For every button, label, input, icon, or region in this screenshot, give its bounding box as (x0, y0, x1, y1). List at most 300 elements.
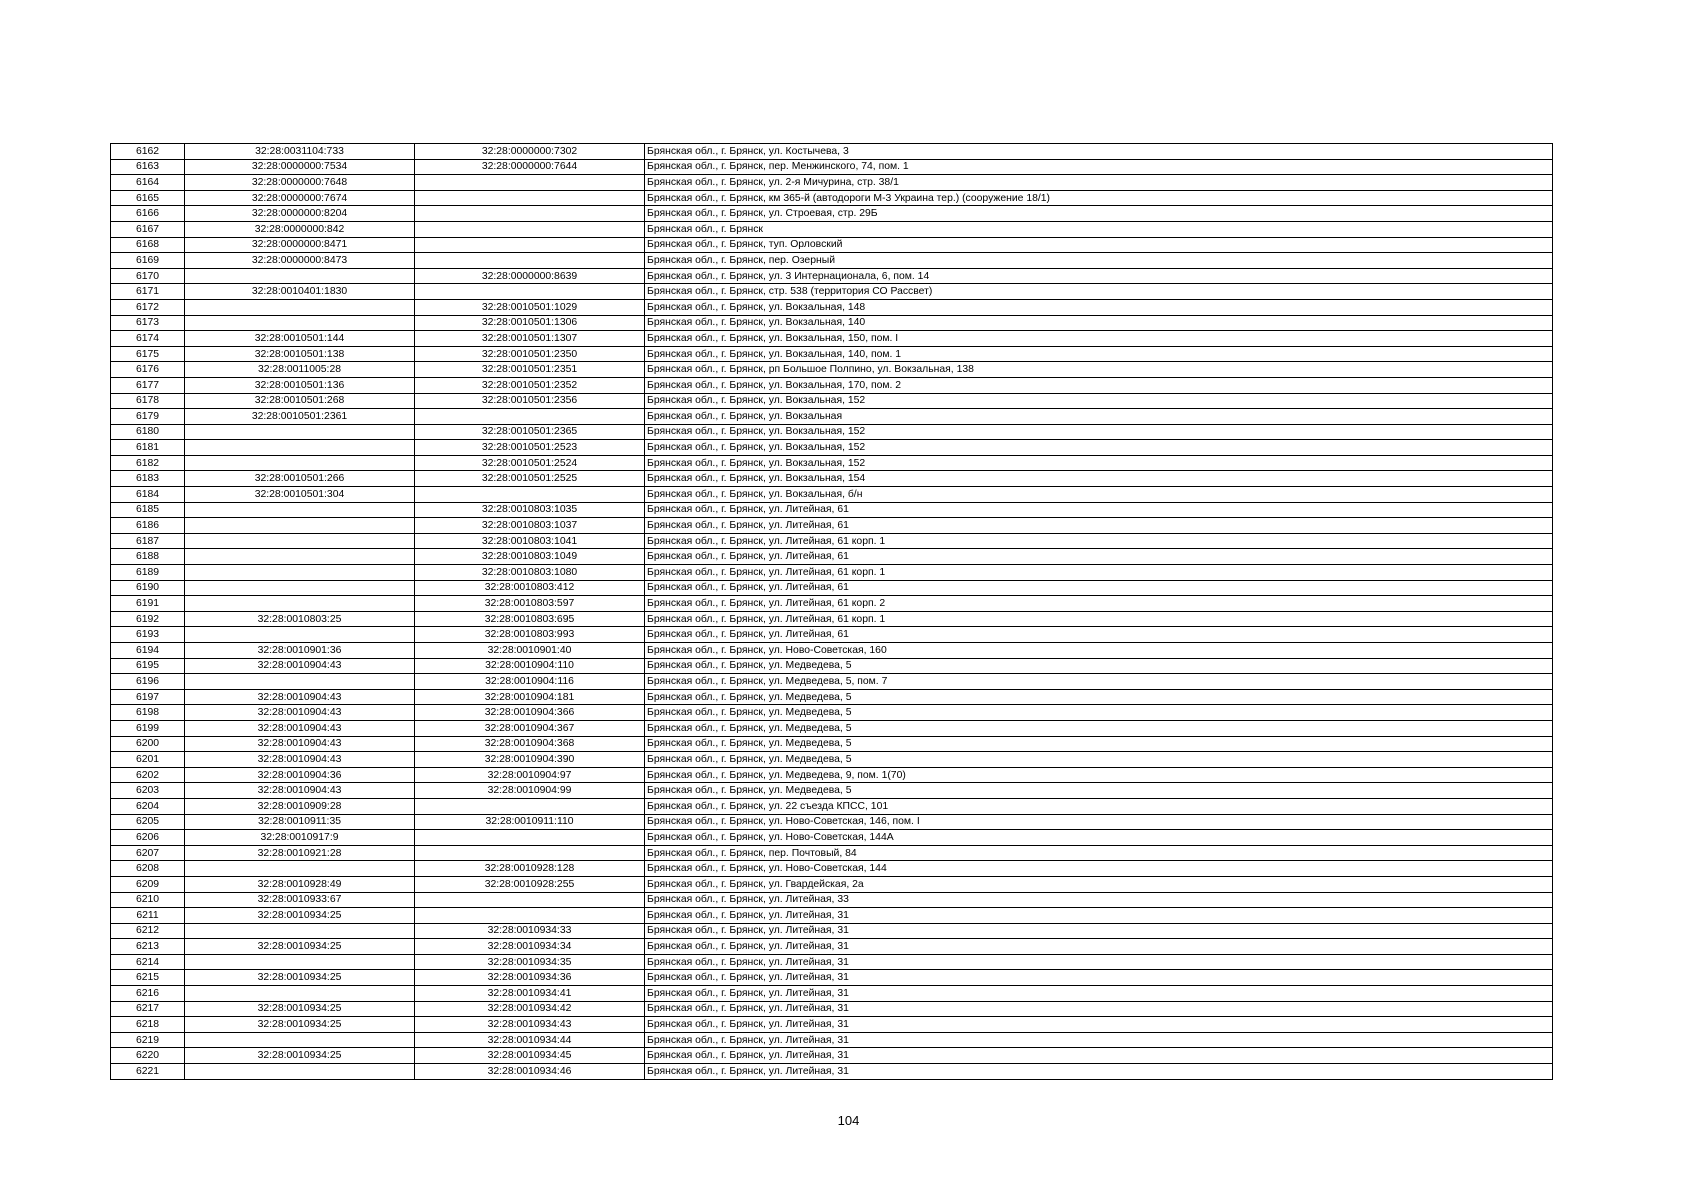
object-cadastral-number-cell (415, 175, 645, 191)
object-cadastral-number-cell: 32:28:0010803:597 (415, 596, 645, 612)
address-cell: Брянская обл., г. Брянск, ул. Вокзальная, 154 (645, 471, 1553, 487)
land-cadastral-number-cell: 32:28:0000000:8204 (185, 206, 415, 222)
row-number-cell: 6178 (111, 393, 185, 409)
object-cadastral-number-cell: 32:28:0010934:41 (415, 986, 645, 1002)
address-cell: Брянская обл., г. Брянск, ул. Вокзальная, 140, пом. 1 (645, 346, 1553, 362)
table-row (111, 611, 1553, 627)
object-cadastral-number-cell: 32:28:0010501:2356 (415, 393, 645, 409)
address-cell: Брянская обл., г. Брянск, ул. Медведева, 5 (645, 658, 1553, 674)
object-cadastral-number-cell: 32:28:0010501:1307 (415, 331, 645, 347)
row-number-cell: 6180 (111, 424, 185, 440)
address-cell: Брянская обл., г. Брянск, ул. Литейная, 61 корп. 1 (645, 611, 1553, 627)
object-cadastral-number-cell: 32:28:0010928:128 (415, 861, 645, 877)
address-cell: Брянская обл., г. Брянск, ул. Литейная, 33 (645, 892, 1553, 908)
land-cadastral-number-cell (185, 986, 415, 1002)
land-cadastral-number-cell: 32:28:0010934:25 (185, 1017, 415, 1033)
object-cadastral-number-cell (415, 830, 645, 846)
row-number-cell: 6220 (111, 1048, 185, 1064)
row-number-cell: 6179 (111, 409, 185, 425)
land-cadastral-number-cell (185, 455, 415, 471)
table-row (111, 1001, 1553, 1017)
object-cadastral-number-cell (415, 845, 645, 861)
table-row (111, 658, 1553, 674)
address-cell: Брянская обл., г. Брянск, ул. Вокзальная, 148 (645, 299, 1553, 315)
land-cadastral-number-cell (185, 1032, 415, 1048)
object-cadastral-number-cell (415, 237, 645, 253)
land-cadastral-number-cell: 32:28:0010501:304 (185, 487, 415, 503)
row-number-cell: 6197 (111, 689, 185, 705)
object-cadastral-number-cell: 32:28:0000000:8639 (415, 268, 645, 284)
row-number-cell: 6196 (111, 674, 185, 690)
address-cell: Брянская обл., г. Брянск, ул. Вокзальная, 170, пом. 2 (645, 377, 1553, 393)
land-cadastral-number-cell: 32:28:0010904:43 (185, 720, 415, 736)
row-number-cell: 6218 (111, 1017, 185, 1033)
address-cell: Брянская обл., г. Брянск, ул. Медведева, 5 (645, 689, 1553, 705)
address-cell: Брянская обл., г. Брянск, ул. Литейная, 61 (645, 549, 1553, 565)
table-row (111, 549, 1553, 565)
object-cadastral-number-cell: 32:28:0010501:1029 (415, 299, 645, 315)
land-cadastral-number-cell: 32:28:0031104:733 (185, 144, 415, 160)
address-cell: Брянская обл., г. Брянск, ул. Литейная, 61 корп. 1 (645, 533, 1553, 549)
row-number-cell: 6190 (111, 580, 185, 596)
object-cadastral-number-cell: 32:28:0010904:116 (415, 674, 645, 690)
table-row (111, 471, 1553, 487)
table-row (111, 377, 1553, 393)
address-cell: Брянская обл., г. Брянск, ул. Литейная, 61 (645, 580, 1553, 596)
row-number-cell: 6177 (111, 377, 185, 393)
table-row (111, 798, 1553, 814)
table-row (111, 689, 1553, 705)
table-row (111, 736, 1553, 752)
object-cadastral-number-cell: 32:28:0000000:7644 (415, 159, 645, 175)
table-row (111, 440, 1553, 456)
object-cadastral-number-cell: 32:28:0010934:34 (415, 939, 645, 955)
land-cadastral-number-cell: 32:28:0010934:25 (185, 908, 415, 924)
table-row (111, 455, 1553, 471)
address-cell: Брянская обл., г. Брянск, ул. 22 съезда КПСС, 101 (645, 798, 1553, 814)
table-row (111, 221, 1553, 237)
table-row (111, 268, 1553, 284)
row-number-cell: 6207 (111, 845, 185, 861)
land-cadastral-number-cell: 32:28:0000000:842 (185, 221, 415, 237)
row-number-cell: 6171 (111, 284, 185, 300)
row-number-cell: 6212 (111, 923, 185, 939)
row-number-cell: 6206 (111, 830, 185, 846)
object-cadastral-number-cell: 32:28:0010934:45 (415, 1048, 645, 1064)
address-cell: Брянская обл., г. Брянск, ул. Литейная, 31 (645, 986, 1553, 1002)
object-cadastral-number-cell (415, 190, 645, 206)
row-number-cell: 6204 (111, 798, 185, 814)
row-number-cell: 6189 (111, 565, 185, 581)
land-cadastral-number-cell: 32:28:0010933:67 (185, 892, 415, 908)
object-cadastral-number-cell: 32:28:0010501:2350 (415, 346, 645, 362)
table-row (111, 939, 1553, 955)
land-cadastral-number-cell (185, 923, 415, 939)
table-row (111, 206, 1553, 222)
land-cadastral-number-cell (185, 565, 415, 581)
land-cadastral-number-cell: 32:28:0010904:43 (185, 752, 415, 768)
object-cadastral-number-cell: 32:28:0010904:366 (415, 705, 645, 721)
table-row (111, 986, 1553, 1002)
object-cadastral-number-cell: 32:28:0010803:412 (415, 580, 645, 596)
table-row (111, 596, 1553, 612)
row-number-cell: 6192 (111, 611, 185, 627)
object-cadastral-number-cell (415, 798, 645, 814)
land-cadastral-number-cell: 32:28:0010904:43 (185, 658, 415, 674)
object-cadastral-number-cell (415, 206, 645, 222)
land-cadastral-number-cell: 32:28:0010904:36 (185, 767, 415, 783)
object-cadastral-number-cell: 32:28:0010934:44 (415, 1032, 645, 1048)
object-cadastral-number-cell (415, 253, 645, 269)
object-cadastral-number-cell (415, 892, 645, 908)
object-cadastral-number-cell: 32:28:0010928:255 (415, 876, 645, 892)
table-row (111, 253, 1553, 269)
table-row (111, 783, 1553, 799)
land-cadastral-number-cell (185, 861, 415, 877)
object-cadastral-number-cell: 32:28:0010911:110 (415, 814, 645, 830)
table-row (111, 643, 1553, 659)
object-cadastral-number-cell: 32:28:0010904:97 (415, 767, 645, 783)
address-cell: Брянская обл., г. Брянск, ул. Литейная, 31 (645, 1032, 1553, 1048)
land-cadastral-number-cell (185, 502, 415, 518)
address-cell: Брянская обл., г. Брянск, ул. Литейная, 31 (645, 939, 1553, 955)
address-cell: Брянская обл., г. Брянск, ул. Медведева, 5 (645, 736, 1553, 752)
object-cadastral-number-cell: 32:28:0010501:2525 (415, 471, 645, 487)
row-number-cell: 6185 (111, 502, 185, 518)
row-number-cell: 6203 (111, 783, 185, 799)
object-cadastral-number-cell: 32:28:0010501:1306 (415, 315, 645, 331)
address-cell: Брянская обл., г. Брянск, ул. Костычева, 3 (645, 144, 1553, 160)
object-cadastral-number-cell: 32:28:0010803:993 (415, 627, 645, 643)
row-number-cell: 6205 (111, 814, 185, 830)
row-number-cell: 6211 (111, 908, 185, 924)
address-cell: Брянская обл., г. Брянск, км 365-й (автодороги М-3 Украина тер.) (сооружение 18/1) (645, 190, 1553, 206)
address-cell: Брянская обл., г. Брянск, ул. Вокзальная (645, 409, 1553, 425)
object-cadastral-number-cell: 32:28:0010904:390 (415, 752, 645, 768)
table-row (111, 393, 1553, 409)
address-cell: Брянская обл., г. Брянск, ул. Литейная, 31 (645, 954, 1553, 970)
row-number-cell: 6209 (111, 876, 185, 892)
address-cell: Брянская обл., г. Брянск, ул. Вокзальная, б/н (645, 487, 1553, 503)
row-number-cell: 6174 (111, 331, 185, 347)
address-cell: Брянская обл., г. Брянск, ул. Литейная, 31 (645, 923, 1553, 939)
table-row (111, 908, 1553, 924)
table-row (111, 346, 1553, 362)
row-number-cell: 6167 (111, 221, 185, 237)
object-cadastral-number-cell (415, 487, 645, 503)
address-cell: Брянская обл., г. Брянск, ул. Вокзальная, 152 (645, 424, 1553, 440)
land-cadastral-number-cell: 32:28:0010917:9 (185, 830, 415, 846)
address-cell: Брянская обл., г. Брянск, ул. 2-я Мичурина, стр. 38/1 (645, 175, 1553, 191)
address-cell: Брянская обл., г. Брянск, ул. Литейная, 31 (645, 1001, 1553, 1017)
address-cell: Брянская обл., г. Брянск, пер. Почтовый, 84 (645, 845, 1553, 861)
row-number-cell: 6208 (111, 861, 185, 877)
table-row (111, 533, 1553, 549)
land-cadastral-number-cell: 32:28:0010921:28 (185, 845, 415, 861)
land-cadastral-number-cell (185, 533, 415, 549)
row-number-cell: 6172 (111, 299, 185, 315)
object-cadastral-number-cell: 32:28:0010803:1041 (415, 533, 645, 549)
object-cadastral-number-cell: 32:28:0010501:2351 (415, 362, 645, 378)
address-cell: Брянская обл., г. Брянск, ул. Медведева, 5, пом. 7 (645, 674, 1553, 690)
land-cadastral-number-cell: 32:28:0010501:144 (185, 331, 415, 347)
table-row (111, 892, 1553, 908)
table-row (111, 502, 1553, 518)
page-number: 104 (837, 1113, 860, 1128)
address-cell: Брянская обл., г. Брянск, ул. Медведева, 5 (645, 752, 1553, 768)
row-number-cell: 6210 (111, 892, 185, 908)
table-row (111, 518, 1553, 534)
address-cell: Брянская обл., г. Брянск, ул. Строевая, стр. 29Б (645, 206, 1553, 222)
row-number-cell: 6182 (111, 455, 185, 471)
row-number-cell: 6217 (111, 1001, 185, 1017)
land-cadastral-number-cell (185, 627, 415, 643)
row-number-cell: 6221 (111, 1064, 185, 1080)
row-number-cell: 6219 (111, 1032, 185, 1048)
row-number-cell: 6170 (111, 268, 185, 284)
land-cadastral-number-cell (185, 268, 415, 284)
land-cadastral-number-cell (185, 954, 415, 970)
land-cadastral-number-cell: 32:28:0010803:25 (185, 611, 415, 627)
table-row (111, 720, 1553, 736)
object-cadastral-number-cell: 32:28:0010803:1049 (415, 549, 645, 565)
row-number-cell: 6195 (111, 658, 185, 674)
table-row (111, 767, 1553, 783)
address-cell: Брянская обл., г. Брянск, стр. 538 (территория СО Рассвет) (645, 284, 1553, 300)
land-cadastral-number-cell: 32:28:0010501:268 (185, 393, 415, 409)
object-cadastral-number-cell: 32:28:0010904:367 (415, 720, 645, 736)
row-number-cell: 6164 (111, 175, 185, 191)
address-cell: Брянская обл., г. Брянск, ул. Ново-Советская, 144 (645, 861, 1553, 877)
table-row (111, 331, 1553, 347)
land-cadastral-number-cell: 32:28:0010928:49 (185, 876, 415, 892)
table-row (111, 175, 1553, 191)
land-cadastral-number-cell: 32:28:0011005:28 (185, 362, 415, 378)
land-cadastral-number-cell: 32:28:0010911:35 (185, 814, 415, 830)
object-cadastral-number-cell: 32:28:0010803:1037 (415, 518, 645, 534)
row-number-cell: 6216 (111, 986, 185, 1002)
land-cadastral-number-cell: 32:28:0010904:43 (185, 783, 415, 799)
table-row (111, 487, 1553, 503)
address-cell: Брянская обл., г. Брянск, ул. Гвардейская, 2а (645, 876, 1553, 892)
land-cadastral-number-cell: 32:28:0010904:43 (185, 736, 415, 752)
table-row (111, 845, 1553, 861)
address-cell: Брянская обл., г. Брянск, ул. Вокзальная, 140 (645, 315, 1553, 331)
table-row (111, 814, 1553, 830)
table-row (111, 954, 1553, 970)
object-cadastral-number-cell: 32:28:0010934:42 (415, 1001, 645, 1017)
row-number-cell: 6202 (111, 767, 185, 783)
address-cell: Брянская обл., г. Брянск, ул. Литейная, 31 (645, 1048, 1553, 1064)
land-cadastral-number-cell (185, 299, 415, 315)
row-number-cell: 6193 (111, 627, 185, 643)
land-cadastral-number-cell (185, 549, 415, 565)
row-number-cell: 6165 (111, 190, 185, 206)
land-cadastral-number-cell: 32:28:0000000:8473 (185, 253, 415, 269)
object-cadastral-number-cell: 32:28:0010904:99 (415, 783, 645, 799)
row-number-cell: 6175 (111, 346, 185, 362)
row-number-cell: 6176 (111, 362, 185, 378)
land-cadastral-number-cell: 32:28:0010934:25 (185, 939, 415, 955)
object-cadastral-number-cell: 32:28:0010934:46 (415, 1064, 645, 1080)
table-row (111, 190, 1553, 206)
table-row (111, 752, 1553, 768)
row-number-cell: 6191 (111, 596, 185, 612)
land-cadastral-number-cell: 32:28:0010934:25 (185, 1001, 415, 1017)
row-number-cell: 6169 (111, 253, 185, 269)
object-cadastral-number-cell: 32:28:0010501:2523 (415, 440, 645, 456)
address-cell: Брянская обл., г. Брянск, ул. Литейная, 61 (645, 502, 1553, 518)
row-number-cell: 6186 (111, 518, 185, 534)
object-cadastral-number-cell: 32:28:0010501:2352 (415, 377, 645, 393)
land-cadastral-number-cell (185, 1064, 415, 1080)
address-cell: Брянская обл., г. Брянск (645, 221, 1553, 237)
address-cell: Брянская обл., г. Брянск, ул. Вокзальная, 152 (645, 455, 1553, 471)
land-cadastral-number-cell: 32:28:0010904:43 (185, 705, 415, 721)
row-number-cell: 6184 (111, 487, 185, 503)
table-row (111, 424, 1553, 440)
land-cadastral-number-cell (185, 518, 415, 534)
row-number-cell: 6213 (111, 939, 185, 955)
land-cadastral-number-cell: 32:28:0010934:25 (185, 1048, 415, 1064)
land-cadastral-number-cell (185, 580, 415, 596)
land-cadastral-number-cell (185, 424, 415, 440)
row-number-cell: 6200 (111, 736, 185, 752)
address-cell: Брянская обл., г. Брянск, ул. Медведева, 5 (645, 720, 1553, 736)
row-number-cell: 6215 (111, 970, 185, 986)
address-cell: Брянская обл., г. Брянск, ул. Литейная, 31 (645, 1017, 1553, 1033)
table-row (111, 830, 1553, 846)
address-cell: Брянская обл., г. Брянск, ул. Литейная, 61 корп. 2 (645, 596, 1553, 612)
row-number-cell: 6163 (111, 159, 185, 175)
address-cell: Брянская обл., г. Брянск, ул. Ново-Советская, 160 (645, 643, 1553, 659)
land-cadastral-number-cell: 32:28:0010904:43 (185, 689, 415, 705)
address-cell: Брянская обл., г. Брянск, ул. Ново-Советская, 144А (645, 830, 1553, 846)
address-cell: Брянская обл., г. Брянск, ул. Литейная, 31 (645, 908, 1553, 924)
row-number-cell: 6162 (111, 144, 185, 160)
object-cadastral-number-cell (415, 284, 645, 300)
object-cadastral-number-cell (415, 908, 645, 924)
table-row (111, 144, 1553, 160)
land-cadastral-number-cell (185, 596, 415, 612)
table-row (111, 284, 1553, 300)
table-row (111, 861, 1553, 877)
object-cadastral-number-cell: 32:28:0010803:1035 (415, 502, 645, 518)
registry-table-body (111, 144, 1553, 1080)
table-row (111, 1064, 1553, 1080)
row-number-cell: 6194 (111, 643, 185, 659)
object-cadastral-number-cell: 32:28:0010501:2524 (415, 455, 645, 471)
row-number-cell: 6181 (111, 440, 185, 456)
object-cadastral-number-cell: 32:28:0010803:1080 (415, 565, 645, 581)
table-row (111, 315, 1553, 331)
row-number-cell: 6198 (111, 705, 185, 721)
table-row (111, 970, 1553, 986)
land-cadastral-number-cell: 32:28:0010501:266 (185, 471, 415, 487)
land-cadastral-number-cell: 32:28:0000000:7534 (185, 159, 415, 175)
row-number-cell: 6166 (111, 206, 185, 222)
land-cadastral-number-cell (185, 315, 415, 331)
address-cell: Брянская обл., г. Брянск, пер. Озерный (645, 253, 1553, 269)
object-cadastral-number-cell: 32:28:0010904:368 (415, 736, 645, 752)
land-cadastral-number-cell: 32:28:0010501:2361 (185, 409, 415, 425)
address-cell: Брянская обл., г. Брянск, ул. Медведева, 5 (645, 705, 1553, 721)
address-cell: Брянская обл., г. Брянск, ул. Литейная, 31 (645, 970, 1553, 986)
address-cell: Брянская обл., г. Брянск, ул. 3 Интернационала, 6, пом. 14 (645, 268, 1553, 284)
row-number-cell: 6201 (111, 752, 185, 768)
table-row (111, 674, 1553, 690)
land-cadastral-number-cell: 32:28:0010401:1830 (185, 284, 415, 300)
address-cell: Брянская обл., г. Брянск, ул. Литейная, 61 корп. 1 (645, 565, 1553, 581)
object-cadastral-number-cell: 32:28:0010904:181 (415, 689, 645, 705)
address-cell: Брянская обл., г. Брянск, ул. Вокзальная, 152 (645, 393, 1553, 409)
land-cadastral-number-cell: 32:28:0010901:36 (185, 643, 415, 659)
table-row (111, 580, 1553, 596)
address-cell: Брянская обл., г. Брянск, ул. Ново-Советская, 146, пом. I (645, 814, 1553, 830)
address-cell: Брянская обл., г. Брянск, ул. Вокзальная, 150, пом. I (645, 331, 1553, 347)
row-number-cell: 6188 (111, 549, 185, 565)
object-cadastral-number-cell: 32:28:0010934:33 (415, 923, 645, 939)
object-cadastral-number-cell (415, 221, 645, 237)
address-cell: Брянская обл., г. Брянск, ул. Литейная, 61 (645, 627, 1553, 643)
table-row (111, 876, 1553, 892)
row-number-cell: 6183 (111, 471, 185, 487)
object-cadastral-number-cell: 32:28:0010934:35 (415, 954, 645, 970)
address-cell: Брянская обл., г. Брянск, ул. Литейная, 61 (645, 518, 1553, 534)
table-row (111, 1048, 1553, 1064)
land-cadastral-number-cell: 32:28:0000000:8471 (185, 237, 415, 253)
object-cadastral-number-cell (415, 409, 645, 425)
address-cell: Брянская обл., г. Брянск, туп. Орловский (645, 237, 1553, 253)
object-cadastral-number-cell: 32:28:0010934:43 (415, 1017, 645, 1033)
object-cadastral-number-cell: 32:28:0010803:695 (415, 611, 645, 627)
row-number-cell: 6214 (111, 954, 185, 970)
table-row (111, 237, 1553, 253)
row-number-cell: 6168 (111, 237, 185, 253)
address-cell: Брянская обл., г. Брянск, рп Большое Полпино, ул. Вокзальная, 138 (645, 362, 1553, 378)
land-cadastral-number-cell: 32:28:0010501:138 (185, 346, 415, 362)
land-cadastral-number-cell: 32:28:0000000:7648 (185, 175, 415, 191)
address-cell: Брянская обл., г. Брянск, ул. Вокзальная, 152 (645, 440, 1553, 456)
row-number-cell: 6199 (111, 720, 185, 736)
address-cell: Брянская обл., г. Брянск, ул. Медведева, 9, пом. 1(70) (645, 767, 1553, 783)
land-cadastral-number-cell: 32:28:0010934:25 (185, 970, 415, 986)
address-cell: Брянская обл., г. Брянск, пер. Менжинского, 74, пом. 1 (645, 159, 1553, 175)
registry-table (110, 143, 1553, 1080)
address-cell: Брянская обл., г. Брянск, ул. Литейная, 31 (645, 1064, 1553, 1080)
table-row (111, 565, 1553, 581)
table-row (111, 1032, 1553, 1048)
land-cadastral-number-cell (185, 674, 415, 690)
address-cell: Брянская обл., г. Брянск, ул. Медведева, 5 (645, 783, 1553, 799)
row-number-cell: 6187 (111, 533, 185, 549)
row-number-cell: 6173 (111, 315, 185, 331)
table-row (111, 705, 1553, 721)
object-cadastral-number-cell: 32:28:0010901:40 (415, 643, 645, 659)
land-cadastral-number-cell (185, 440, 415, 456)
table-row (111, 627, 1553, 643)
land-cadastral-number-cell: 32:28:0000000:7674 (185, 190, 415, 206)
table-row (111, 362, 1553, 378)
object-cadastral-number-cell: 32:28:0010934:36 (415, 970, 645, 986)
object-cadastral-number-cell: 32:28:0010904:110 (415, 658, 645, 674)
object-cadastral-number-cell: 32:28:0000000:7302 (415, 144, 645, 160)
table-row (111, 409, 1553, 425)
table-row (111, 923, 1553, 939)
object-cadastral-number-cell: 32:28:0010501:2365 (415, 424, 645, 440)
table-row (111, 1017, 1553, 1033)
land-cadastral-number-cell: 32:28:0010501:136 (185, 377, 415, 393)
